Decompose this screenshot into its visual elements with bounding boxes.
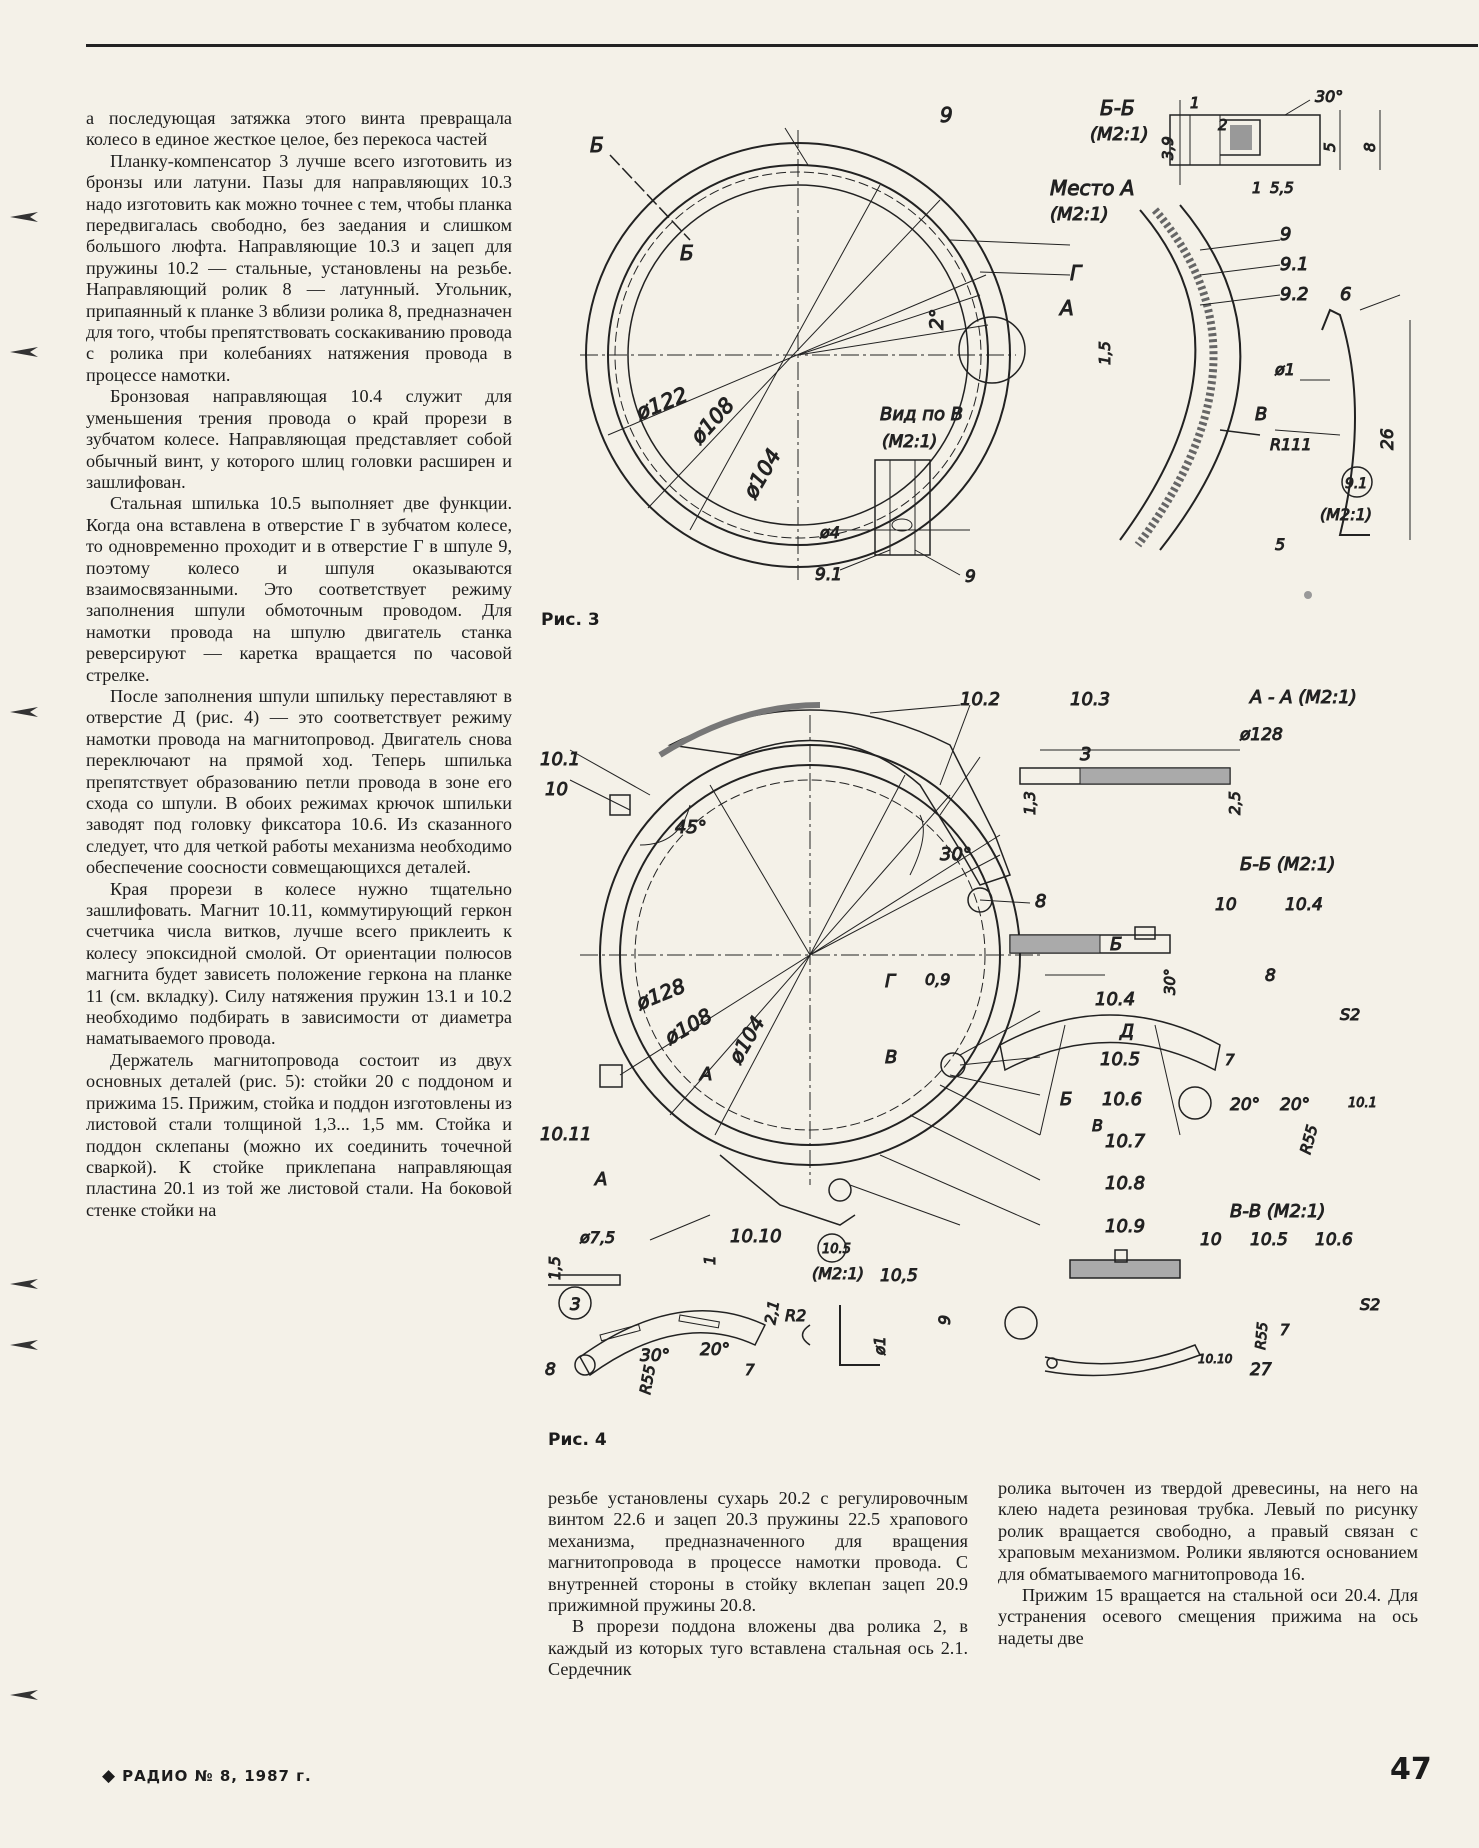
label-108: 10.8 — [1105, 1173, 1146, 1194]
place-a-92: 9.2 — [1280, 284, 1309, 305]
dim-26: 26 — [1378, 428, 1398, 450]
figure-4-drawing — [540, 685, 1479, 1425]
label-v: В — [1255, 404, 1268, 425]
label-109: 10.9 — [1105, 1216, 1146, 1237]
binding-mark — [8, 210, 42, 224]
dim-128: ø128 — [632, 973, 689, 1015]
section-bb-title: Б-Б — [1100, 96, 1135, 120]
dim-2: 2 — [1218, 116, 1228, 134]
part3-phi75: ø7,5 — [580, 1228, 616, 1247]
figure-3-drawing — [540, 90, 1479, 610]
paragraph: Бронзовая направляющая 10.4 служит для уменьшения трения провода о край прорези в зубчатом колесе. Направляющая представляет собой обычный винт, у которого шлиц головки расширен и зашлифован. — [86, 386, 512, 492]
part101-r55: R55 — [1296, 1122, 1322, 1157]
binding-mark — [8, 1688, 42, 1702]
paragraph: а последующая затяжка этого винта превращала колесо в единое жесткое целое, без перекоса частей — [86, 108, 512, 150]
dim-phi1: ø1 — [1275, 360, 1295, 379]
part1010-num: 10.10 — [1198, 1352, 1233, 1366]
part-91-scale: (М2:1) — [1320, 505, 1373, 524]
label-a2: А — [595, 1169, 608, 1190]
view-b-9: 9 — [965, 567, 976, 587]
place-a-91: 9.1 — [1280, 254, 1309, 275]
section-bb-title: Б-Б (М2:1) — [1240, 854, 1336, 875]
section-bb-30: 30° — [1161, 968, 1179, 995]
part105-phi1: ø1 — [871, 1336, 889, 1355]
place-a-9: 9 — [1280, 224, 1292, 245]
dim-phi4: ø4 — [820, 523, 840, 542]
label-g: Г — [1070, 261, 1082, 285]
part1010-s2: S2 — [1360, 1295, 1381, 1314]
label-104: 10.4 — [1095, 989, 1136, 1010]
view-b-91: 9.1 — [815, 565, 843, 585]
dim-15: 1,5 — [1096, 341, 1114, 365]
part3-r55: R55 — [636, 1363, 660, 1396]
label-8: 8 — [1035, 891, 1047, 912]
label-v: В — [885, 1047, 898, 1068]
dim-1b: 1 — [1252, 179, 1262, 197]
label-angle: 2° — [926, 308, 948, 330]
section-bb-104: 10.4 — [1285, 895, 1323, 915]
page-number: 47 — [1390, 1752, 1432, 1787]
label-d104: ø104 — [738, 444, 786, 503]
paragraph: резьбе установлены сухарь 20.2 с регулировочным винтом 22.6 и зацеп 20.3 пружины 22.5 храпового механизма, предназначенного для вращения магнитопровода в процессе намотки провода. С внутренней стороны в стойку вклепан зацеп 20.9 прижимной пружины 20.8. — [548, 1488, 968, 1616]
dim-104: ø104 — [723, 1011, 770, 1068]
place-a-6: 6 — [1340, 284, 1352, 305]
figure-4-caption: Рис. 4 — [548, 1430, 607, 1450]
label-g: Г — [885, 971, 896, 992]
section-aa-d25: 2,5 — [1226, 791, 1244, 815]
binding-mark — [8, 1277, 42, 1291]
part3-20: 20° — [700, 1340, 731, 1360]
label-105: 10.5 — [1100, 1049, 1141, 1070]
binding-mark — [8, 1338, 42, 1352]
part105-scale: (М2:1) — [812, 1264, 865, 1283]
label-d: Д — [1120, 1021, 1135, 1042]
label-101: 10.1 — [540, 749, 581, 770]
label-103: 10.3 — [1070, 689, 1111, 710]
part101-20a: 20° — [1230, 1095, 1261, 1115]
paragraph: В прорези поддона вложены два ролика 2, в каждый из которых туго вставлена стальная ось 2.1. Сердечник — [548, 1616, 968, 1680]
part3-d21: 2,1 — [761, 1299, 784, 1326]
dim-r111: R111 — [1270, 435, 1312, 454]
label-b2: Б — [680, 241, 694, 265]
top-rule — [86, 44, 1478, 47]
binding-mark — [8, 705, 42, 719]
place-a-title: Место А — [1050, 176, 1135, 200]
part101-d7: 7 — [1225, 1051, 1235, 1069]
part3-num: 3 — [570, 1295, 581, 1315]
label-10: 10 — [545, 779, 568, 800]
section-bb-8: 8 — [1265, 966, 1276, 986]
section-aa-title: А - А (М2:1) — [1250, 687, 1357, 708]
part3-d1: 1 — [701, 1255, 719, 1265]
dim-39: 3,9 — [1159, 136, 1177, 160]
label-b2: Б — [1060, 1089, 1073, 1110]
view-b-title: Вид по В — [880, 404, 964, 425]
label-1010: 10.10 — [730, 1226, 782, 1247]
part3-d7: 7 — [745, 1361, 755, 1379]
dim-5: 5 — [1321, 142, 1339, 152]
label-9: 9 — [940, 103, 953, 127]
section-vv-title: В-В (М2:1) — [1230, 1201, 1326, 1222]
section-vv-106: 10.6 — [1315, 1230, 1353, 1250]
label-d108: ø108 — [685, 392, 740, 449]
figure-3-caption: Рис. 3 — [541, 610, 600, 630]
paragraph: Держатель магнитопровода состоит из двух основных деталей (рис. 5): стойки 20 с поддоном и прижима 15. Прижим, стойка и поддон изготовлены из листовой стали толщиной 1,3... 1,5 мм. Стойка и поддон склепаны (можно их соединить точечной сваркой). К стойке приклепана направляющая пластина 20.1 из той же листовой стали. На боковой стенке стойки на — [86, 1049, 512, 1220]
paragraph: Планку-компенсатор 3 лучше всего изготовить из бронзы или латуни. Пазы для направляющих 10.3 надо изготовить как можно точнее с тем, чтобы планка передвигалась свободно, без заедания и слишком большого люфта. Направляющие 10.3 и зацеп для пружины 10.2 — стальные, установлены на резьбе. Направляющий ролик 8 — латунный. Угольник, припаянный к планке 3 вблизи ролика 8, предназначен для того, чтобы препятствовать соскакиванию провода с ролика при колебаниях натяжения провода в процессе намотки. — [86, 150, 512, 385]
dim-5b: 5 — [1275, 535, 1286, 554]
part3-30: 30° — [640, 1346, 671, 1366]
part105-d9: 9 — [935, 1314, 954, 1325]
dim-angle30: 30° — [1315, 90, 1344, 106]
magazine-issue: РАДИО № 8, 1987 г. — [122, 1767, 312, 1785]
part101-20b: 20° — [1280, 1095, 1311, 1115]
label-b1: Б — [590, 133, 604, 157]
view-b-scale: (М2:1) — [882, 432, 938, 452]
dim-55: 5,5 — [1270, 179, 1294, 197]
label-b: Б — [1110, 934, 1123, 955]
part105-d105: 10,5 — [880, 1266, 918, 1286]
part1010-d7: 7 — [1280, 1321, 1290, 1339]
page-footer — [102, 1766, 312, 1786]
part105-r2: R2 — [785, 1306, 807, 1325]
dim-1: 1 — [1190, 94, 1200, 112]
part-91: 9.1 — [1345, 476, 1368, 492]
label-1011: 10.11 — [540, 1124, 592, 1145]
paragraph: Стальная шпилька 10.5 выполняет две функции. Когда она вставлена в отверстие Г в зубчатом колесе, то одновременно проходит и в отверстие Г в шпуле 9, поэтому колесо и шпуля оказываются взаимосвязанными. Это соответствует режиму заполнения шпули обмоточным проводом. Для намотки провода на шпулю двигатель станка реверсируют — каретка вращается по часовой стрелке. — [86, 493, 512, 685]
section-bb-scale: (М2:1) — [1090, 124, 1149, 145]
label-v2: В — [1092, 1116, 1103, 1135]
label-107: 10.7 — [1105, 1131, 1146, 1152]
binding-mark — [8, 345, 42, 359]
part1010-d27: 27 — [1250, 1360, 1272, 1380]
section-aa-d13: 1,3 — [1021, 791, 1039, 815]
text-column-middle — [548, 1488, 968, 1681]
diamond-icon: ◆ — [102, 1766, 117, 1786]
section-aa-d128: ø128 — [1240, 725, 1283, 745]
dim-108: ø108 — [660, 1003, 717, 1050]
angle-30: 30° — [940, 844, 972, 865]
paragraph: Прижим 15 вращается на стальной оси 20.4. Для устранения осевого смещения прижима на ось надеты две — [998, 1585, 1418, 1648]
text-column-left — [86, 108, 512, 1221]
paragraph: После заполнения шпули шпильку переставляют в отверстие Д (рис. 4) — это соответствует режиму намотки провода на магнитопровод. Двигатель снова переключают на прямой ход. Теперь шпилька препятствует образованию петли провода в зоне его схода со шпули. В обоих режимах крючок шпильки заводят под головку фиксатора 10.6. Из сказанного следует, что для четкой работы механизма необходимо обеспечение соосности совмещающихся деталей. — [86, 685, 512, 878]
dim-09: 0,9 — [925, 970, 951, 989]
label-3: 3 — [1080, 744, 1092, 765]
section-vv-10: 10 — [1200, 1230, 1222, 1250]
section-vv-105: 10.5 — [1250, 1230, 1288, 1250]
label-a: А — [1060, 296, 1074, 320]
label-106: 10.6 — [1102, 1089, 1143, 1110]
place-a-scale: (М2:1) — [1050, 204, 1109, 225]
part3-d15: 1,5 — [546, 1256, 564, 1280]
angle-45: 45° — [675, 817, 707, 838]
label-102: 10.2 — [960, 689, 1001, 710]
label-d122: ø122 — [632, 382, 691, 425]
paragraph: ролика выточен из твердой древесины, на него на клею надета резиновая трубка. Левый по рисунку ролик вращается свободно, а правый связан с храповым механизмом. Ролики являются основанием для обматываемого магнитопровода 16. — [998, 1478, 1418, 1584]
part105-num: 10.5 — [822, 1242, 851, 1257]
part1010-r55: R55 — [1253, 1321, 1272, 1351]
label-a: А — [700, 1064, 713, 1085]
section-bb-10: 10 — [1215, 895, 1237, 915]
paragraph: Края прорези в колесе нужно тщательно зашлифовать. Магнит 10.11, коммутирующий геркон счетчика числа витков, лучше всего приклеить к колесу эпоксидной смолой. От ориентации полюсов магнита будет зависеть положение геркона на планке 11 (см. вкладку). Силу натяжения пружин 13.1 и 10.2 необходимо подбирать в зависимости от диаметра наматываемого провода. — [86, 878, 512, 1049]
dim-8: 8 — [1361, 142, 1379, 152]
part3-8: 8 — [545, 1360, 556, 1380]
part101-s2: S2 — [1340, 1005, 1361, 1024]
text-column-right — [998, 1478, 1418, 1649]
part101-num: 10.1 — [1348, 1096, 1377, 1111]
